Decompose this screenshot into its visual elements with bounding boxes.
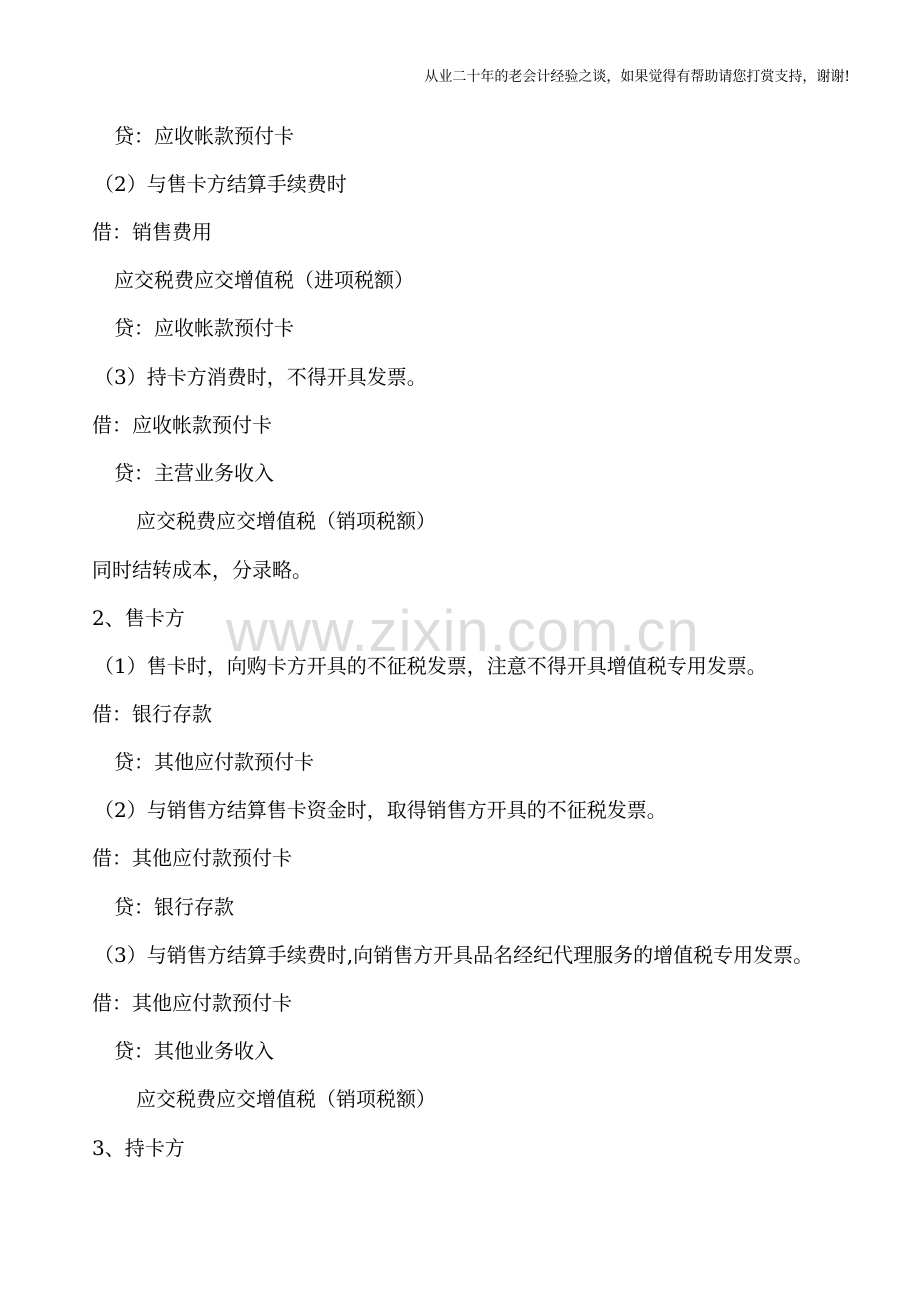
section-heading: 3、持卡方: [92, 1136, 185, 1160]
debit-line: 借：银行存款: [92, 702, 212, 726]
step-heading: （2）与销售方结算售卡资金时，取得销售方开具的不征税发票。: [94, 798, 667, 822]
step-heading: （2）与售卡方结算手续费时: [94, 172, 347, 196]
debit-line-continued: 应交税费应交增值税（进项税额）: [114, 268, 414, 292]
watermark: www.zixin.com.cn: [226, 599, 700, 664]
step-heading: （1）售卡时，向购卡方开具的不征税发票，注意不得开具增值税专用发票。: [94, 654, 767, 678]
step-heading: （3）与销售方结算手续费时,向销售方开具品名经纪代理服务的增值税专用发票。: [94, 943, 814, 967]
credit-line: 贷：主营业务收入: [114, 461, 274, 485]
debit-line: 借：其他应付款预付卡: [92, 991, 292, 1015]
credit-line: 贷：银行存款: [114, 895, 234, 919]
credit-line: 贷：应收帐款预付卡: [114, 124, 294, 148]
section-heading: 2、售卡方: [92, 606, 185, 630]
credit-line-continued: 应交税费应交增值税（销项税额）: [136, 509, 436, 533]
header-note: 从业二十年的老会计经验之谈，如果觉得有帮助请您打赏支持，谢谢!: [424, 69, 850, 85]
debit-line: 借：应收帐款预付卡: [92, 413, 272, 437]
credit-line-continued: 应交税费应交增值税（销项税额）: [136, 1087, 436, 1111]
credit-line: 贷：其他业务收入: [114, 1039, 274, 1063]
step-heading: （3）持卡方消费时，不得开具发票。: [94, 365, 427, 389]
credit-line: 贷：应收帐款预付卡: [114, 316, 294, 340]
debit-line: 借：销售费用: [92, 220, 212, 244]
note-line: 同时结转成本，分录略。: [92, 558, 312, 582]
credit-line: 贷：其他应付款预付卡: [114, 750, 314, 774]
debit-line: 借：其他应付款预付卡: [92, 846, 292, 870]
